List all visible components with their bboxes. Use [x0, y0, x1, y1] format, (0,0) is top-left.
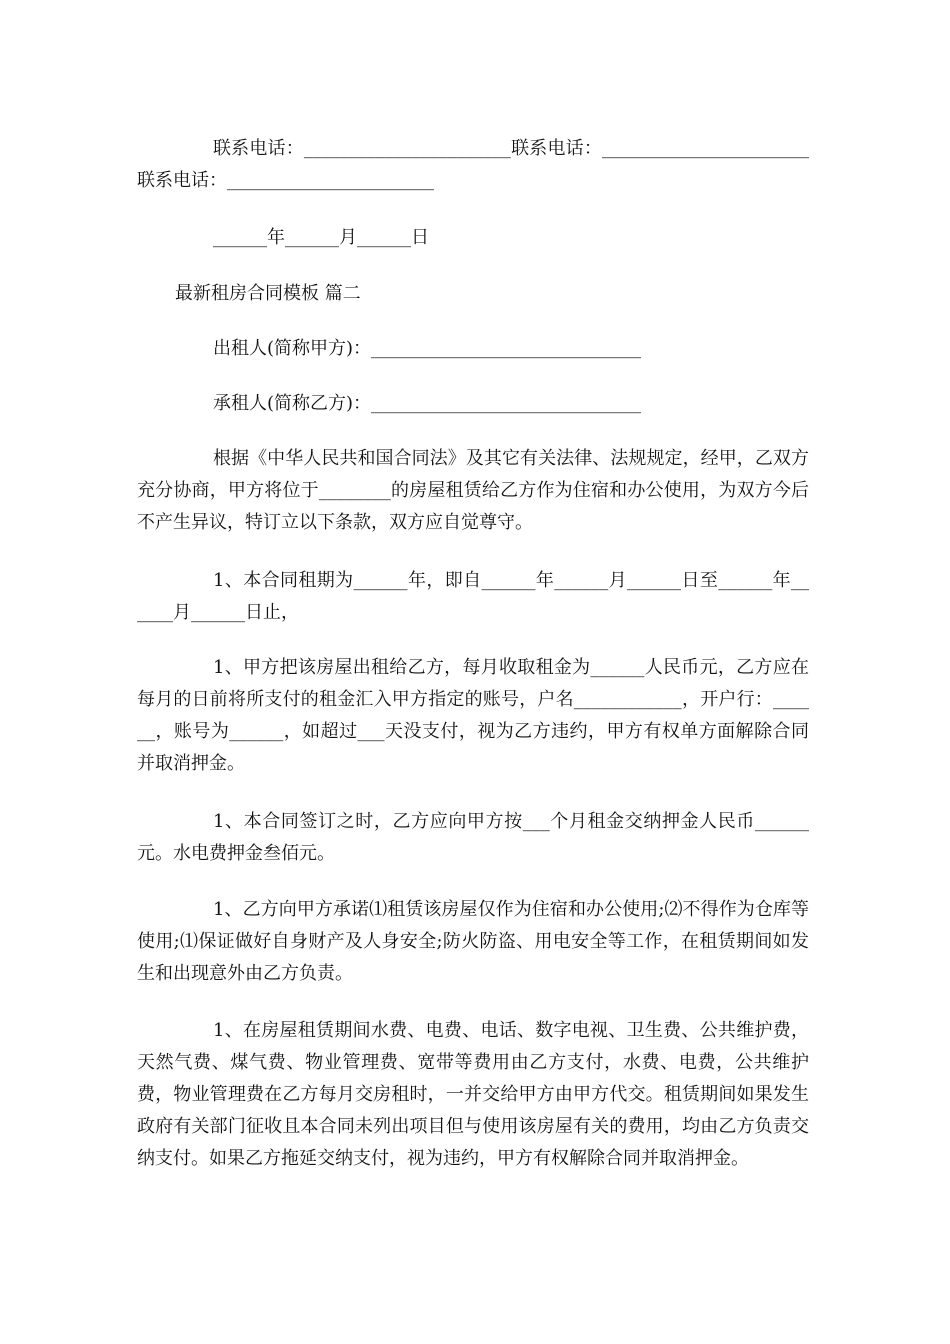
clause-intro: 根据《中华人民共和国合同法》及其它有关法律、法规规定，经甲，乙双方充分协商，甲方将位于________的房屋租赁给乙方作为住宿和办公使用，为双方今后不产生异议，特订立以下条款，双方应自觉尊守。 [137, 448, 809, 533]
clause-use: 1、乙方向甲方承诺⑴租赁该房屋仅作为住宿和办公使用;⑵不得作为仓库等使用;⑴保证做好自身财产及人身安全;防火防盗、用电安全等工作，在租赁期间如发生和出现意外由乙方负责。 [137, 899, 809, 984]
clause-fees: 1、在房屋租赁期间水费、电费、电话、数字电视、卫生费、公共维护费，天然气费、煤气费、物业管理费、宽带等费用由乙方支付，水费、电费，公共维护费，物业管理费在乙方每月交房租时，一并交给甲方由甲方代交。租赁期间如果发生政府有关部门征收且本合同未列出项目但与使用该房屋有关的费用，均由乙方负责交纳支付。如果乙方拖延交纳支付，视为违约，甲方有权解除合同并取消押金。 [137, 1020, 809, 1169]
section-title: 最新租房合同模板 篇二 [175, 283, 361, 304]
date-line: ______年______月______日 [213, 227, 429, 248]
clause-term: 1、本合同租期为______年，即自______年______月______日至______年______月______日止， [137, 570, 809, 623]
contact-phone-lines: 联系电话：_______________________联系电话：_______________________联系电话：_______________________ [137, 138, 809, 191]
lessor-line: 出租人(简称甲方)：______________________________ [213, 338, 642, 359]
lessee-line: 承租人(简称乙方)：______________________________ [213, 393, 642, 414]
clause-deposit: 1、本合同签订之时，乙方应向甲方按___个月租金交纳押金人民币______元。水电费押金叁佰元。 [137, 811, 809, 864]
clause-rent: 1、甲方把该房屋出租给乙方，每月收取租金为______人民币元，乙方应在每月的日前将所支付的租金汇入甲方指定的账号，户名____________，开户行：______，账号为______，如超过___天没支付，视为乙方违约，甲方有权单方面解除合同并取消押金。 [137, 657, 809, 774]
